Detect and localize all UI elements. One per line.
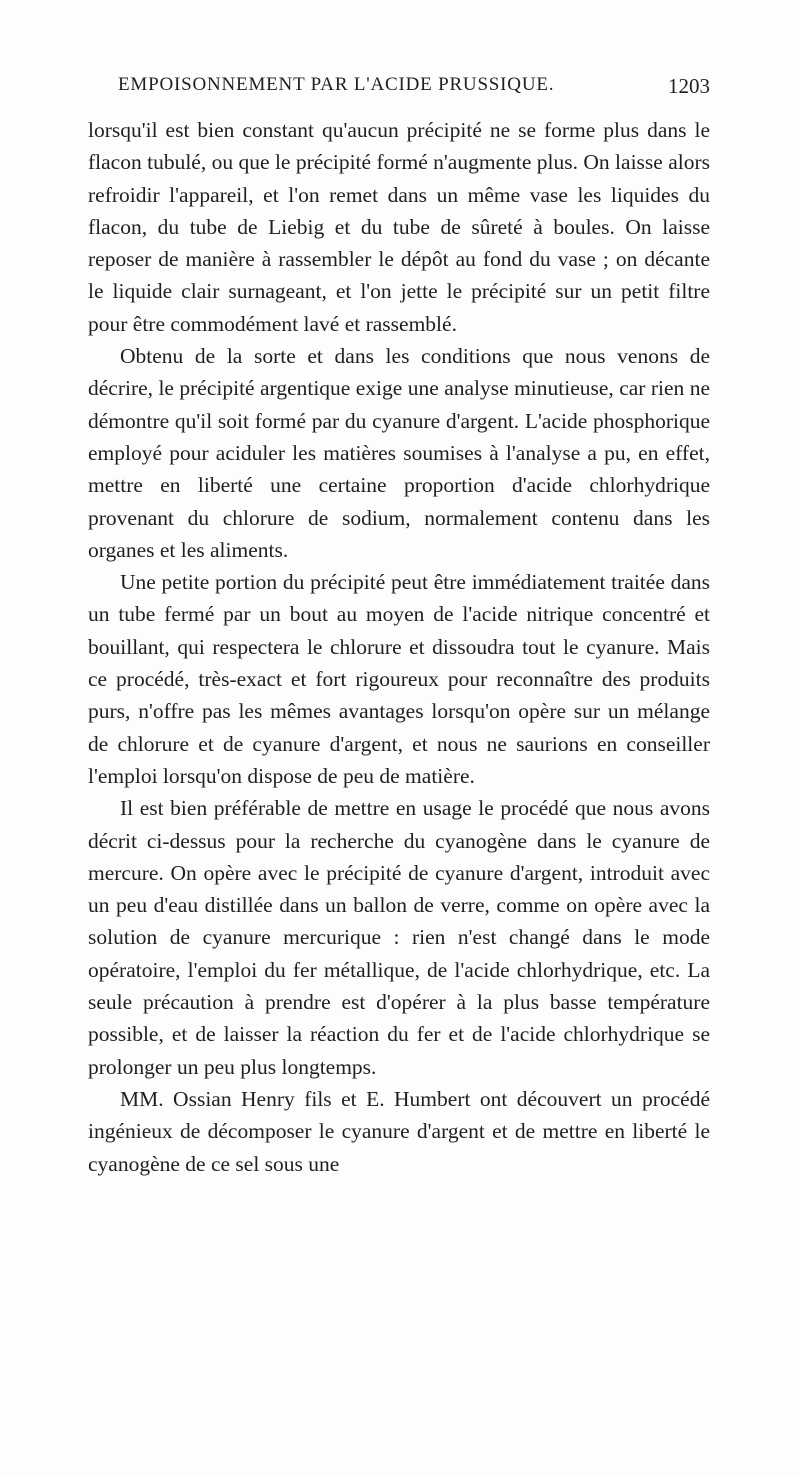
body-text [88, 114, 710, 1180]
paragraph: MM. Ossian Henry fils et E. Humbert ont découvert un procédé ingénieux de décomposer le cyanure d'argent et de mettre en liberté le cyanogène de ce sel sous une [88, 1086, 710, 1176]
paragraph: Une petite portion du précipité peut être immédiatement traitée dans un tube fermé par un bout au moyen de l'acide nitrique concentré et bouillant, qui respectera le chlorure et dissoudra tout le cyanure. Mais ce procédé, très-exact et fort rigoureux pour reconnaître des produits purs, n'offre pas les mêmes avantages lorsqu'on opère sur un mélange de chlorure et de cyanure d'argent, et nous ne saurions en conseiller l'emploi lorsqu'on dispose de peu de matière. [88, 570, 710, 788]
page-header [118, 74, 710, 108]
paragraph: Il est bien préférable de mettre en usage le procédé que nous avons décrit ci-dessus pour la recherche du cyanogène dans le cyanure de mercure. On opère avec le précipité de cyanure d'argent, introduit avec un peu d'eau distillée dans un ballon de verre, comme on opère avec la solution de cyanure mercurique : rien n'est changé dans le mode opératoire, l'emploi du fer métallique, de l'acide chlorhydrique, etc. La seule précaution à prendre est d'opérer à la plus basse température possible, et de laisser la réaction du fer et de l'acide chlorhydrique se prolonger un peu plus longtemps. [88, 796, 710, 1079]
paragraph: Obtenu de la sorte et dans les conditions que nous venons de décrire, le précipité argentique exige une analyse minutieuse, car rien ne démontre qu'il soit formé par du cyanure d'argent. L'acide phosphorique employé pour aciduler les matières soumises à l'analyse a pu, en effet, mettre en liberté une certaine proportion d'acide chlorhydrique provenant du chlorure de sodium, normalement contenu dans les organes et les aliments. [88, 344, 710, 562]
page-number: 1203 [668, 74, 710, 98]
paragraph-continued: lorsqu'il est bien constant qu'aucun précipité ne se forme plus dans le flacon tubulé, ou que le précipité formé n'augmente plus. On laisse alors refroidir l'appareil, et l'on remet dans un même vase les liquides du flacon, du tube de Liebig et du tube de sûreté à boules. On laisse reposer de manière à rassembler le dépôt au fond du vase ; on décante le liquide clair surnageant, et l'on jette le précipité sur un petit filtre pour être commodément lavé et rassemblé. [88, 118, 710, 336]
running-title: EMPOISONNEMENT PAR L'ACIDE PRUSSIQUE. [118, 74, 555, 95]
